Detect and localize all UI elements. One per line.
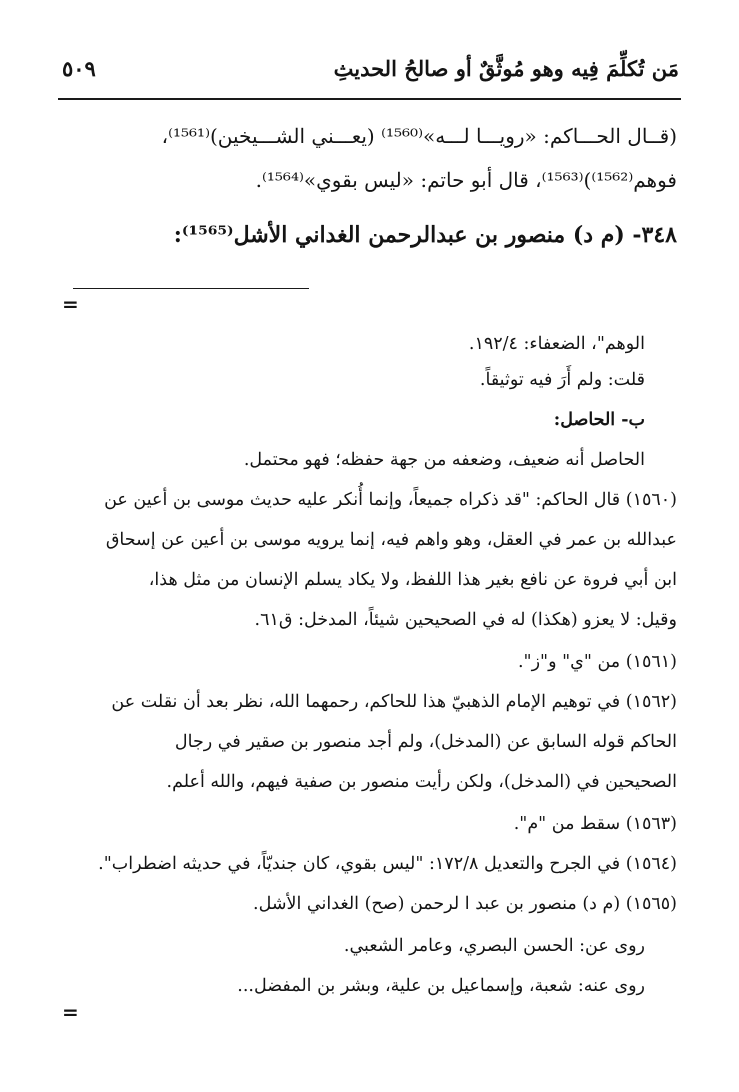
footnote-1562-line-3: الصحيحين في (المدخل)، ولكن رأيت منصور بن صفية فيهم، والله أعلم. — [166, 772, 677, 792]
footnote-continuation-2: قلت: ولم أَرَ فيه توثيقاً. — [479, 370, 645, 390]
footnote-1564: (١٥٦٤) في الجرح والتعديل ١٧٢/٨: "ليس بقوي، كان جنديّاً، في حديثه اضطراب". — [98, 854, 677, 874]
footnote-1565: (١٥٦٥) (م د) منصور بن عبد ا لرحمن (صح) الغداني الأشل. — [253, 894, 677, 914]
footnote-1560-line-2: عبدالله بن عمر في العقل، وهو واهم فيه، إنما يرويه موسى بن أعين عن إسحاق — [105, 530, 677, 550]
hasil-text: الحاصل أنه ضعيف، وضعفه من جهة حفظه؛ فهو محتمل. — [243, 450, 645, 470]
page-number: ٥٠٩ — [62, 56, 96, 81]
footnote-separator — [73, 288, 309, 289]
footnote-continuation-1: الوهم"، الضعفاء: ١٩٢/٤. — [468, 334, 645, 354]
continuation-mark: = — [62, 292, 79, 316]
footnote-1563: (١٥٦٣) سقط من "م". — [513, 814, 677, 834]
footnote-1560-line-1: (١٥٦٠) قال الحاكم: "قد ذكراه جميعاً، وإنما أُنكر عليه حديث موسى بن أعين عن — [104, 490, 677, 510]
entry-heading: ٣٤٨- (م د) منصور بن عبدالرحمن الغداني الأشل⁽¹⁵⁶⁵⁾: — [173, 222, 677, 248]
rawa-anhu-line: روى عنه: شعبة، وإسماعيل بن علية، وبشر بن المفضل... — [237, 976, 645, 996]
main-text-line-2: فوهم⁽¹⁵⁶²⁾)⁽¹⁵⁶³⁾، قال أبو حاتم: «ليس بقوي»⁽¹⁵⁶⁴⁾. — [255, 168, 677, 192]
footnote-1562-line-2: الحاكم قوله السابق عن (المدخل)، ولم أجد منصور بن صقير في رجال — [174, 732, 677, 752]
page-end-mark: = — [62, 1000, 79, 1024]
running-header-title: مَن تُكلِّمَ فِيه وهو مُوثَّقٌ أو صالحُ الحديثِ — [333, 56, 679, 81]
footnote-1560-line-4: وقيل: لا يعزو (هكذا) له في الصحيحين شيئاً، المدخل: ق٦١. — [254, 610, 677, 630]
main-text-line-1: (قــال الحـــاكم: «رويـــا لـــه»⁽¹⁵⁶⁰⁾ (يعـــني الشـــيخين)⁽¹⁵⁶¹⁾، — [161, 124, 677, 148]
footnote-1561: (١٥٦١) من "ي" و"ز". — [517, 652, 677, 672]
footnote-1562-line-1: (١٥٦٢) في توهيم الإمام الذهبيّ هذا للحاكم، رحمهما الله، نظر بعد أن نقلت عن — [111, 692, 677, 712]
footnote-1560-line-3: ابن أبي فروة عن نافع بغير هذا اللفظ، ولا يكاد يسلم الإنسان من مثل هذا، — [148, 570, 677, 590]
header-rule — [58, 98, 681, 100]
rawa-an-line: روى عن: الحسن البصري، وعامر الشعبي. — [343, 936, 645, 956]
hasil-title: ب- الحاصل: — [553, 410, 645, 430]
